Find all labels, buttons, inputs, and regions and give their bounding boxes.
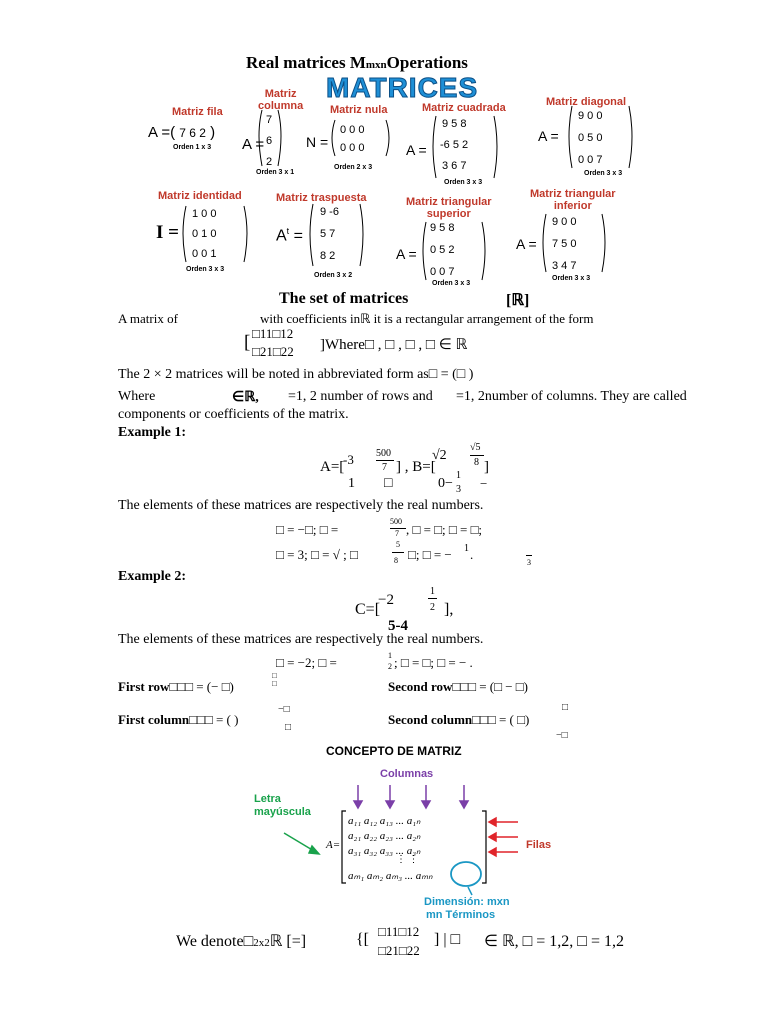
second-col-side-top: □ xyxy=(562,702,569,713)
cuad-order: Orden 3 x 3 xyxy=(444,179,483,186)
first-col-side-top: −□ xyxy=(278,704,290,715)
para2: The 2 × 2 matrices will be noted in abbreviated form as□ = (□ ) xyxy=(118,367,474,382)
first-row-label: First row xyxy=(118,679,170,694)
denote-e: ∈ ℝ, □ = 1,2, □ = 1,2 xyxy=(484,933,624,950)
label-matriz-traspuesta: Matriz traspuesta xyxy=(276,192,367,204)
first-col-side-bot: □ xyxy=(285,722,292,733)
el1-line1: □ = −□; □ = xyxy=(276,522,339,537)
para3-a: Where xyxy=(118,389,156,404)
ti-order: Orden 3 x 3 xyxy=(552,275,591,282)
denote-a-text: We denote□ xyxy=(176,933,254,950)
tr-r1: 9 -6 xyxy=(320,206,339,218)
fila-order: Orden 1 x 3 xyxy=(173,144,212,151)
label-matriz-triangular-inferior: Matriz triangular inferior xyxy=(530,188,616,212)
ts-order: Orden 3 x 3 xyxy=(432,280,471,287)
ex1-close: ] , B=[ xyxy=(396,459,436,475)
cuad-r2: -6 5 2 xyxy=(440,139,469,151)
ex1-frac-bar-2 xyxy=(470,455,484,456)
ti-r1: 9 0 0 xyxy=(552,216,577,228)
denote-top: □11□12 xyxy=(378,924,420,939)
nula-r1: 0 0 0 xyxy=(340,124,365,136)
ti-r3: 3 4 7 xyxy=(552,260,577,272)
col-eq: A = xyxy=(242,136,265,153)
label-columnas: Columnas xyxy=(380,768,434,780)
el2-half2: 2 xyxy=(388,662,392,671)
ts-r1: 9 5 8 xyxy=(430,222,455,234)
id-r3: 0 0 1 xyxy=(192,248,217,260)
ex1-sqrt2: √2 xyxy=(432,448,447,463)
ti-r2: 7 5 0 xyxy=(552,238,577,250)
concept-terms: mn Términos xyxy=(426,909,496,921)
matrix-concept-figure xyxy=(246,741,568,923)
example2-heading: Example 2: xyxy=(118,569,187,584)
concept-row3: a₃₁ a₃₂ a₃₃ ... a₃ₙ xyxy=(348,845,421,857)
fila-eq: A =( xyxy=(148,124,176,141)
second-column xyxy=(388,712,529,728)
el2-line: □ = −2; □ = xyxy=(276,655,337,670)
form-where: ]Where□ , □ , □ , □ ∈ ℝ xyxy=(320,337,468,353)
title-pre: Real matrices M xyxy=(246,53,366,72)
ex1-7: 7 xyxy=(382,462,387,473)
el1-l2-5: 5 xyxy=(396,540,400,549)
ex1-bclose: ] xyxy=(484,459,489,475)
el1-line1b: , □ = □; □ = □; xyxy=(406,522,483,537)
fila-close: ) xyxy=(210,124,216,141)
tr-eq xyxy=(276,226,303,245)
col-order: Orden 3 x 1 xyxy=(256,169,295,176)
el1-line2b: □; □ = − xyxy=(408,547,452,562)
label-matriz-fila: Matriz fila xyxy=(172,106,223,118)
denote-sub: 2x2 xyxy=(253,937,270,949)
el2-half1: 1 xyxy=(388,651,392,660)
ts-eq: A = xyxy=(396,246,417,262)
tr-eq-sup: t xyxy=(286,226,290,236)
denote-a xyxy=(176,931,306,951)
ex1-frac1: 1 xyxy=(456,470,461,481)
ex1-neg3: -3 xyxy=(343,452,354,467)
concept-title: CONCEPTO DE MATRIZ xyxy=(326,744,462,758)
form-bottom: □21□22 xyxy=(252,344,294,359)
nula-r2: 0 0 0 xyxy=(340,142,365,154)
ex2-neg2: −2 xyxy=(378,592,394,608)
ex1-dash: − xyxy=(480,476,488,491)
concept-A-eq: A= xyxy=(326,839,341,851)
el1-l2-1: 1 xyxy=(464,543,469,554)
el1-line2: □ = 3; □ = √ ; □ xyxy=(276,547,358,562)
set-heading: The set of matrices xyxy=(279,290,409,307)
ex1-one: 1 xyxy=(348,476,355,491)
col-v1: 7 xyxy=(266,114,273,126)
tr-order: Orden 3 x 2 xyxy=(314,272,353,279)
el1-frac-bar-2 xyxy=(392,552,404,553)
el2-line-b: ; □ = □; □ = − . xyxy=(394,655,473,670)
ex2-half-1: 1 xyxy=(430,586,435,597)
concept-row-m: aₘ₁ aₘ₂ aₘ₃ ... aₘₙ xyxy=(348,870,433,882)
first-column-label: First column xyxy=(118,712,190,727)
ex1-zero: 0− xyxy=(438,476,453,491)
cuad-r1: 9 5 8 xyxy=(442,118,467,130)
ex1-8: 8 xyxy=(474,457,479,468)
label-matriz-triangular-superior: Matriz triangular superior xyxy=(406,196,492,220)
ex2-half-2: 2 xyxy=(430,602,435,613)
label-matriz-identidad: Matriz identidad xyxy=(158,190,242,202)
second-col-side-bot: −□ xyxy=(556,730,568,741)
cuad-r3: 3 6 7 xyxy=(442,160,467,172)
ex1-frac3: 3 xyxy=(456,484,461,495)
title-sub: mxn xyxy=(365,59,387,71)
ex1-a: A=[ xyxy=(320,459,345,475)
denote-d: ] | □ xyxy=(434,931,461,948)
el1-l2-3: 3 xyxy=(527,558,531,567)
page-title xyxy=(246,53,468,73)
cuad-eq: A = xyxy=(406,142,427,158)
elements1: The elements of these matrices are respectively the real numbers. xyxy=(118,498,484,513)
el1-l2-8: 8 xyxy=(394,556,398,565)
matrices-banner: MATRICES xyxy=(326,72,479,103)
label-matriz-cuadrada: Matriz cuadrada xyxy=(422,102,506,114)
el1-500: 500 xyxy=(390,517,402,526)
col-v3: 2 xyxy=(266,156,273,168)
el1-l2-dot: . xyxy=(470,547,474,562)
fila-vals: 7 6 2 xyxy=(179,126,206,140)
first-row xyxy=(118,679,234,695)
fila-matrix xyxy=(148,124,215,141)
tr-r3: 8 2 xyxy=(320,250,336,262)
matrix-types-figure xyxy=(148,72,644,287)
para3-c: =1, 2 number of rows and xyxy=(288,389,433,404)
label-matriz-columna: Matriz columna xyxy=(258,88,304,112)
elements2: The elements of these matrices are respectively the real numbers. xyxy=(118,632,484,647)
concept-dimension: Dimensión: mxn xyxy=(424,896,510,908)
id-r2: 0 1 0 xyxy=(192,228,217,240)
label-letra-mayuscula: Letra mayúscula xyxy=(254,793,311,818)
ex1-sqrt5: √5 xyxy=(470,442,481,453)
ex2-c: C=[ xyxy=(355,601,381,618)
second-row-value: □□□ = (□ − □) xyxy=(452,679,528,694)
nula-order: Orden 2 x 3 xyxy=(334,164,373,171)
example1-heading: Example 1: xyxy=(118,425,187,440)
diag-r2: 0 5 0 xyxy=(578,132,603,144)
nula-eq: N = xyxy=(306,134,329,150)
second-column-label: Second column xyxy=(388,712,473,727)
first-column xyxy=(118,712,238,728)
tr-eq-a: A xyxy=(276,227,287,245)
tr-r2: 5 7 xyxy=(320,228,336,240)
diag-eq: A = xyxy=(538,128,559,144)
denote-bot: □21□22 xyxy=(378,943,420,958)
concept-dots: ⋮ ⋮ xyxy=(396,854,419,865)
concept-row2: a₂₁ a₂₂ a₂₃ ... a₂ₙ xyxy=(348,830,421,842)
ex1-frac-bar xyxy=(376,460,394,461)
label-filas: Filas xyxy=(526,839,552,851)
form-top: □11□12 xyxy=(252,326,294,341)
tr-eq-b: = xyxy=(289,227,303,245)
second-row xyxy=(388,679,528,695)
first-column-value: □□□ = ( ) xyxy=(189,712,239,727)
ex2-frac-bar xyxy=(428,598,437,599)
denote-b: ℝ [=] xyxy=(269,933,307,950)
set-heading-r: [ℝ] xyxy=(506,292,530,309)
id-order: Orden 3 x 3 xyxy=(186,266,225,273)
denote-c: {[ xyxy=(356,931,370,948)
ex1-box: □ xyxy=(384,476,393,491)
concept-row1: a₁₁ a₁₂ a₁₃ ... a₁ₙ xyxy=(348,815,421,827)
ts-r2: 0 5 2 xyxy=(430,244,455,256)
form-left-bracket: [ xyxy=(244,332,251,353)
second-column-value: □□□ = ( □) xyxy=(472,712,530,727)
diag-order: Orden 3 x 3 xyxy=(584,170,623,177)
para1-a: A matrix of xyxy=(118,311,178,326)
para3-d: =1, 2number of columns. They are called xyxy=(456,389,687,404)
para1-b: with coefficients inℝ it is a rectangular arrangement of the form xyxy=(260,311,594,326)
col-v2: 6 xyxy=(266,135,273,147)
label-matriz-nula: Matriz nula xyxy=(330,104,388,116)
el1-7: 7 xyxy=(395,529,399,538)
ex2-54: 5-4 xyxy=(388,618,408,634)
diag-r1: 9 0 0 xyxy=(578,110,603,122)
second-row-label: Second row xyxy=(388,679,453,694)
para3-e: components or coefficients of the matrix. xyxy=(118,407,349,422)
first-row-value: □□□ = (− □) xyxy=(169,679,234,694)
el1-frac-bar-3 xyxy=(526,555,532,556)
ex1-500: 500 xyxy=(376,448,391,459)
label-matriz-diagonal: Matriz diagonal xyxy=(546,96,627,108)
title-post: Operations xyxy=(386,53,468,72)
first-row-side: □ □ xyxy=(272,671,277,688)
id-r1: 1 0 0 xyxy=(192,208,217,220)
ti-eq: A = xyxy=(516,236,537,252)
ts-r3: 0 0 7 xyxy=(430,266,455,278)
para3-b: ∈ℝ, xyxy=(232,390,259,405)
id-eq: I = xyxy=(156,222,179,243)
ex2-close: ], xyxy=(444,601,454,618)
diag-r3: 0 0 7 xyxy=(578,154,603,166)
